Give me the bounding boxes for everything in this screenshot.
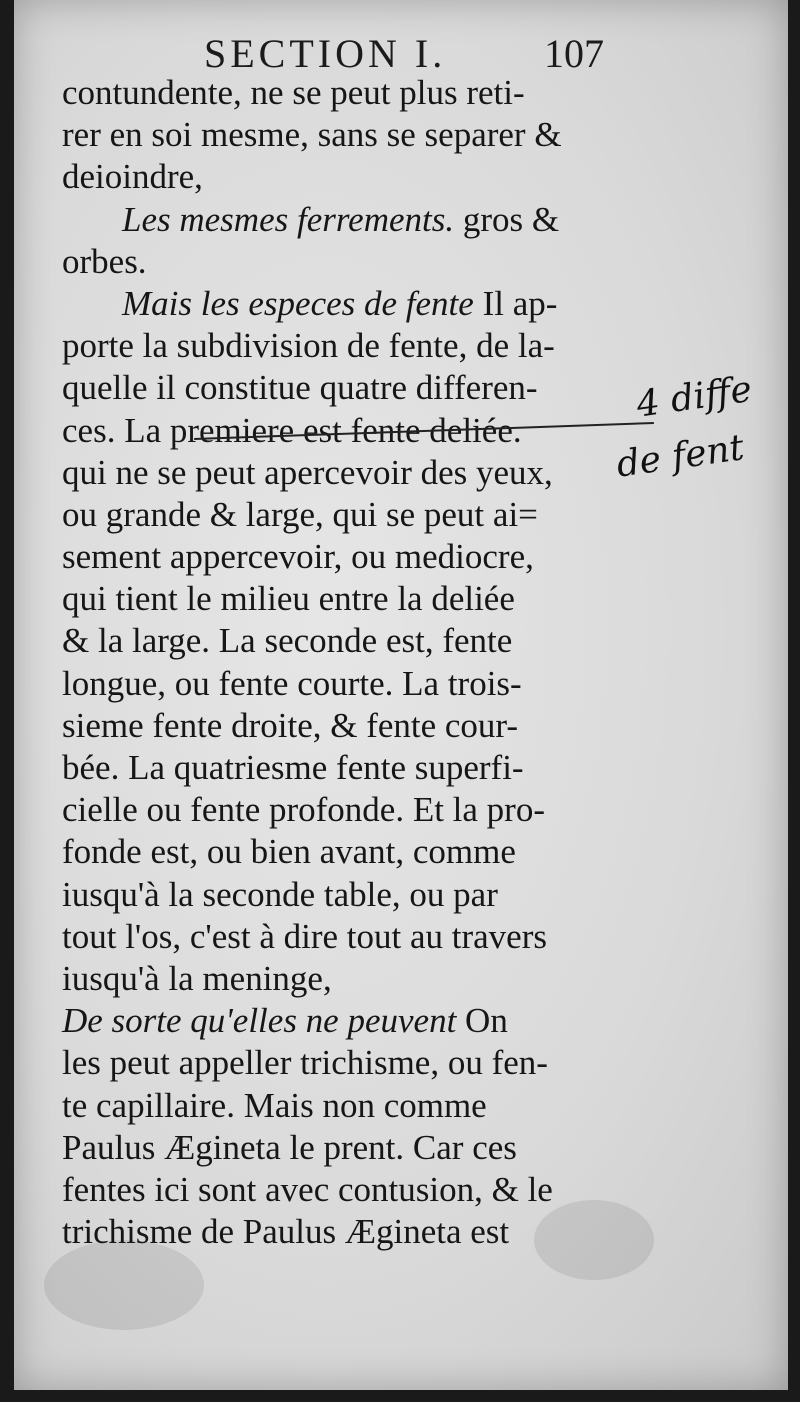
text-line [62, 1169, 602, 1211]
text-line [62, 1127, 602, 1169]
line-text: iusqu'à la meninge, [62, 958, 332, 998]
line-text: les peut appeller trichisme, ou fen- [62, 1043, 548, 1083]
line-text: fentes ici sont avec contusion, & le [62, 1169, 553, 1209]
running-title: SECTION I. [204, 31, 447, 76]
marginal-note [614, 427, 747, 485]
line-text: On [456, 1001, 508, 1041]
text-line [62, 916, 602, 958]
text-line [62, 325, 602, 367]
line-text: sement appercevoir, ou mediocre, [62, 537, 534, 577]
text-line [62, 1211, 602, 1253]
text-line [62, 452, 602, 494]
text-line [62, 494, 602, 536]
body-text [62, 72, 602, 1253]
line-text: & la large. La seconde est, fente [62, 621, 513, 661]
text-line [62, 789, 602, 831]
line-text: ou grande & large, qui se peut ai= [62, 494, 538, 534]
book-page [14, 0, 788, 1390]
text-line [62, 705, 602, 747]
line-text: te capillaire. Mais non comme [62, 1085, 487, 1125]
text-line [62, 831, 602, 873]
line-text: gros & [454, 199, 560, 239]
text-line [62, 620, 602, 662]
text-line [62, 1085, 602, 1127]
text-line [62, 283, 602, 325]
line-text: deioindre, [62, 157, 203, 197]
ink-smudge [44, 1240, 204, 1330]
text-line [62, 241, 602, 283]
line-text: longue, ou fente courte. La trois- [62, 663, 522, 703]
page-number: 107 [544, 31, 604, 76]
text-line [62, 1000, 602, 1042]
line-text: ces. La premiere est fente deliée. [62, 410, 522, 450]
text-line [62, 747, 602, 789]
line-text: qui tient le milieu entre la deliée [62, 579, 515, 619]
text-line [62, 156, 602, 198]
marginal-note-line-1: 4 diffe [634, 368, 755, 426]
text-line [62, 1042, 602, 1084]
text-line [62, 410, 602, 452]
text-line [62, 72, 602, 114]
line-text: contundente, ne se peut plus reti- [62, 73, 525, 112]
line-text: tout l'os, c'est à dire tout au travers [62, 916, 547, 956]
italic-lemma: Mais les especes de fente [122, 283, 474, 323]
line-text: quelle il constitue quatre differen- [62, 368, 538, 408]
text-line [62, 874, 602, 916]
line-text: orbes. [62, 241, 147, 281]
line-text: Paulus Ægineta le prent. Car ces [62, 1127, 517, 1167]
text-line [62, 578, 602, 620]
marginal-note [634, 369, 754, 426]
text-line [62, 536, 602, 578]
line-text: bée. La quatriesme fente superfi- [62, 748, 524, 787]
text-line [62, 114, 602, 156]
line-text: cielle ou fente profonde. Et la pro- [62, 790, 545, 830]
line-text: fonde est, ou bien avant, comme [62, 832, 516, 872]
line-text: iusqu'à la seconde table, ou par [62, 874, 498, 914]
line-text: sieme fente droite, & fente cour- [62, 705, 519, 745]
text-line [62, 367, 602, 409]
italic-lemma: Les mesmes ferrements. [122, 199, 455, 239]
text-line [62, 199, 602, 241]
line-text: qui ne se peut apercevoir des yeux, [62, 452, 553, 492]
text-line [62, 663, 602, 705]
marginal-note-line-2: de fent [614, 427, 747, 486]
line-text: porte la subdivision de fente, de la- [62, 326, 555, 366]
line-text: rer en soi mesme, sans se separer & [62, 115, 562, 155]
italic-lemma: De sorte qu'elles ne peuvent [62, 1001, 457, 1041]
line-text: trichisme de Paulus Ægineta est [62, 1212, 510, 1252]
text-line [62, 958, 602, 1000]
line-text: Il ap- [473, 283, 558, 323]
